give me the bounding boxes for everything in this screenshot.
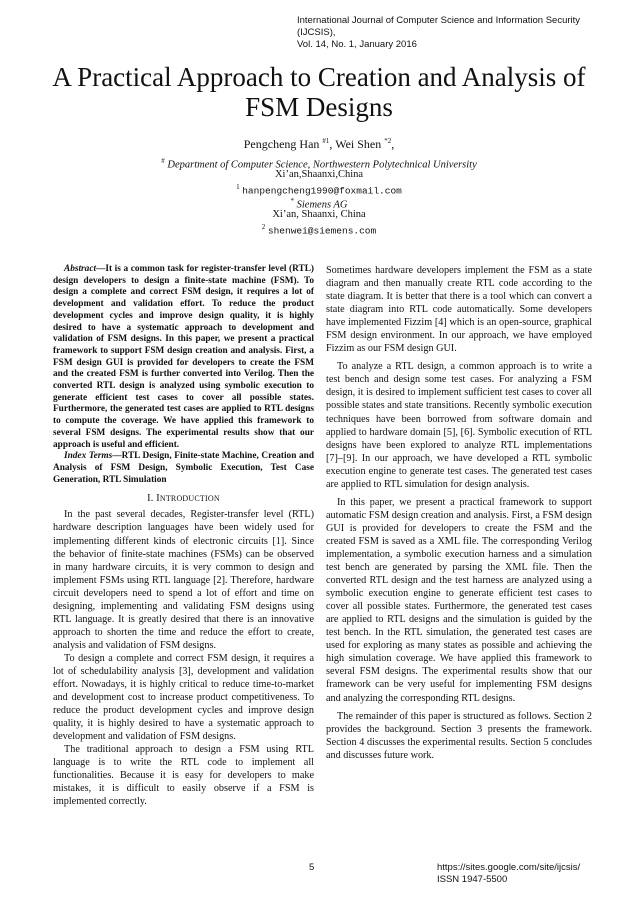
abstract-text: —It is a common task for register-transfer level (RTL) design developers to design a finite-state machine (FSM). To design a complete and correct FSM design, it requires a lot of development and validation effort. To reduce the product development cycles and improve design quality, it is highly desired to have a systematic approach to development and validation of FSM designs. In this paper, we present a practical framework to support FSM design creation and analysis. First, a FSM design GUI is provided for developers to create the FSM and the created FSM is further converted into Verilog. Then the converted RTL design is analyzed using symbolic execution to generate efficient test cases to cover all possible states. Furthermore, the generated test cases are applied to RTL designs to compute the coverage. We have applied this framework to several FSM designs. The experimental results show that our approach is useful and efficient.: [53, 264, 314, 450]
affiliation-2-mark: *: [290, 197, 295, 205]
email-2: shenwei@siemens.com: [267, 225, 377, 237]
paragraph: In the past several decades, Register-transfer level (RTL) hardware description languages have been widely used for implementing different kinds of electronic circuits [1]. Since the behavior of finite-state machines (FSMs) can be observed in many hardware circuits, it is very common to design and implement FSMs using RTL language [2]. Therefore, hardware circuit developers need to spend a lot of effort and time on designing, implementing and validating FSM designs using RTL language. It is greatly desired that there is an innovative approach to shorten the time and reduce the effort to create, analysis and validation of FSM designs.: [53, 509, 314, 651]
affiliation-2-city: Xi’an, Shaanxi, China: [272, 209, 366, 220]
index-terms-text: —RTL Design, Finite-state Machine, Creation and Analysis of FSM Design, Symbolic Execution, Test Case Generation, RTL Simulation: [53, 451, 314, 485]
email-2-mark: 2: [261, 223, 266, 231]
paper-title: [40, 62, 598, 122]
affiliation-2-org: Siemens AG: [296, 199, 348, 211]
section-title-rest: NTRODUCTION: [159, 494, 220, 504]
paragraph: The traditional approach to design a FSM using RTL language is to write the RTL code to implement all functionalities. Because it is easy for developers to make mistakes, it is difficult to easily observe if a FSM is implemented correctly.: [53, 744, 314, 808]
paragraph: The remainder of this paper is structured as follows. Section 2 provides the background. Section 3 presents the framework. Section 4 discusses the experimental results. Section 5 concludes and discusses future work.: [326, 710, 592, 761]
author-2-mark: *2: [384, 137, 392, 145]
journal-header: [297, 15, 597, 51]
footer-url[interactable]: https://sites.google.com/site/ijcsis/: [437, 862, 581, 873]
index-terms: [53, 451, 314, 486]
affiliation-1-city: Xi’an,Shaanxi,China: [274, 169, 364, 180]
paragraph: To analyze a RTL design, a common approach is to write a test bench and design some test cases. For analyzing a FSM design, it is desired to implement sufficient test cases to cover all possible states and state transitions. Recently symbolic execution techniques have been borrowed from software domain and applied to hardware domain [5], [6]. Symbolic execution of RTL designs have been explored to analyze RTL implementations [7]–[9]. In our approach, we have developed a RTL symbolic execution engine to generate test cases. The generated test cases are applied to RTL simulation for design analysis.: [326, 361, 592, 490]
abstract: [53, 264, 314, 451]
journal-volume: Vol. 14, No. 1, January 2016: [297, 39, 417, 50]
email-1-mark: 1: [236, 183, 240, 191]
right-column: [326, 264, 592, 762]
title-line-1: A Practical Approach to Creation and Analysis of: [52, 62, 586, 92]
affiliation-1-mark: #: [161, 157, 165, 165]
section-number: I.: [147, 493, 154, 505]
journal-name: International Journal of Computer Science and Information Security (IJCSIS),: [297, 15, 581, 38]
author-2: Wei Shen: [335, 137, 382, 151]
author-1: Pengcheng Han: [243, 137, 320, 151]
paragraph: To design a complete and correct FSM design, it requires a lot of schedulability analysis [3], development and validation effort. Nowadays, it is highly critical to reduce time-to-market and development cost to increase product competitiveness. To reduce the product development cycles and improve design quality, it is highly desired to have a systematic approach to development and validation of FSM designs.: [53, 652, 314, 743]
paragraph: In this paper, we present a practical framework to support automatic FSM design creation and analysis. First, a FSM design GUI is provided for developers to create the FSM and the created FSM is saved as a XML file. The corresponding Verilog implementation, a symbolic execution harness and a simulation test bench are generated by parsing the XML file. Then the converted RTL design and the test harness are analyzed using a symbolic execution engine to generate efficient test cases to cover all possible states. Furthermore, the generated test cases are applied to RTL designs and the simulation is guided by the test bench. In the RTL simulation, the generated test cases are used for exploring as many states as possible and achieving the high simulation coverage. We have applied this framework to several FSM designs. The experimental results show that our framework can be very useful for implementing FSM designs and analyzing the corresponding RTL designs.: [326, 496, 592, 704]
index-terms-label: Index Terms: [64, 451, 113, 462]
affiliation-1-dept: Department of Computer Science, Northwestern Polytechnical University: [167, 159, 477, 171]
title-line-2: FSM Designs: [245, 92, 393, 122]
paragraph: Sometimes hardware developers implement the FSM as a state diagram and then manually create RTL code according to the state diagram. It is better that there is a tool which can convert a state diagram into RTL code automatically. Some developers have implemented Fizzim [4] which is an open-source, graphical FSM design environment. In our approach, we have employed Fizzim as our FSM design GUI.: [326, 265, 592, 355]
author-1-mark: #1: [322, 137, 330, 145]
footer-info: [437, 862, 580, 886]
author-list: Pengcheng Han $^{\#1}$, Wei Shen $^{*2}$,: [243, 137, 395, 151]
footer-issn: ISSN 1947-5500: [437, 874, 508, 885]
abstract-label: Abstract: [64, 264, 97, 274]
email-2-row: [40, 221, 598, 238]
section-title-initial: I: [156, 493, 160, 505]
email-1: hanpengcheng1990@foxmail.com: [242, 185, 402, 197]
section-heading: [53, 492, 314, 505]
left-column: [53, 264, 314, 808]
page-number: 5: [309, 862, 315, 873]
